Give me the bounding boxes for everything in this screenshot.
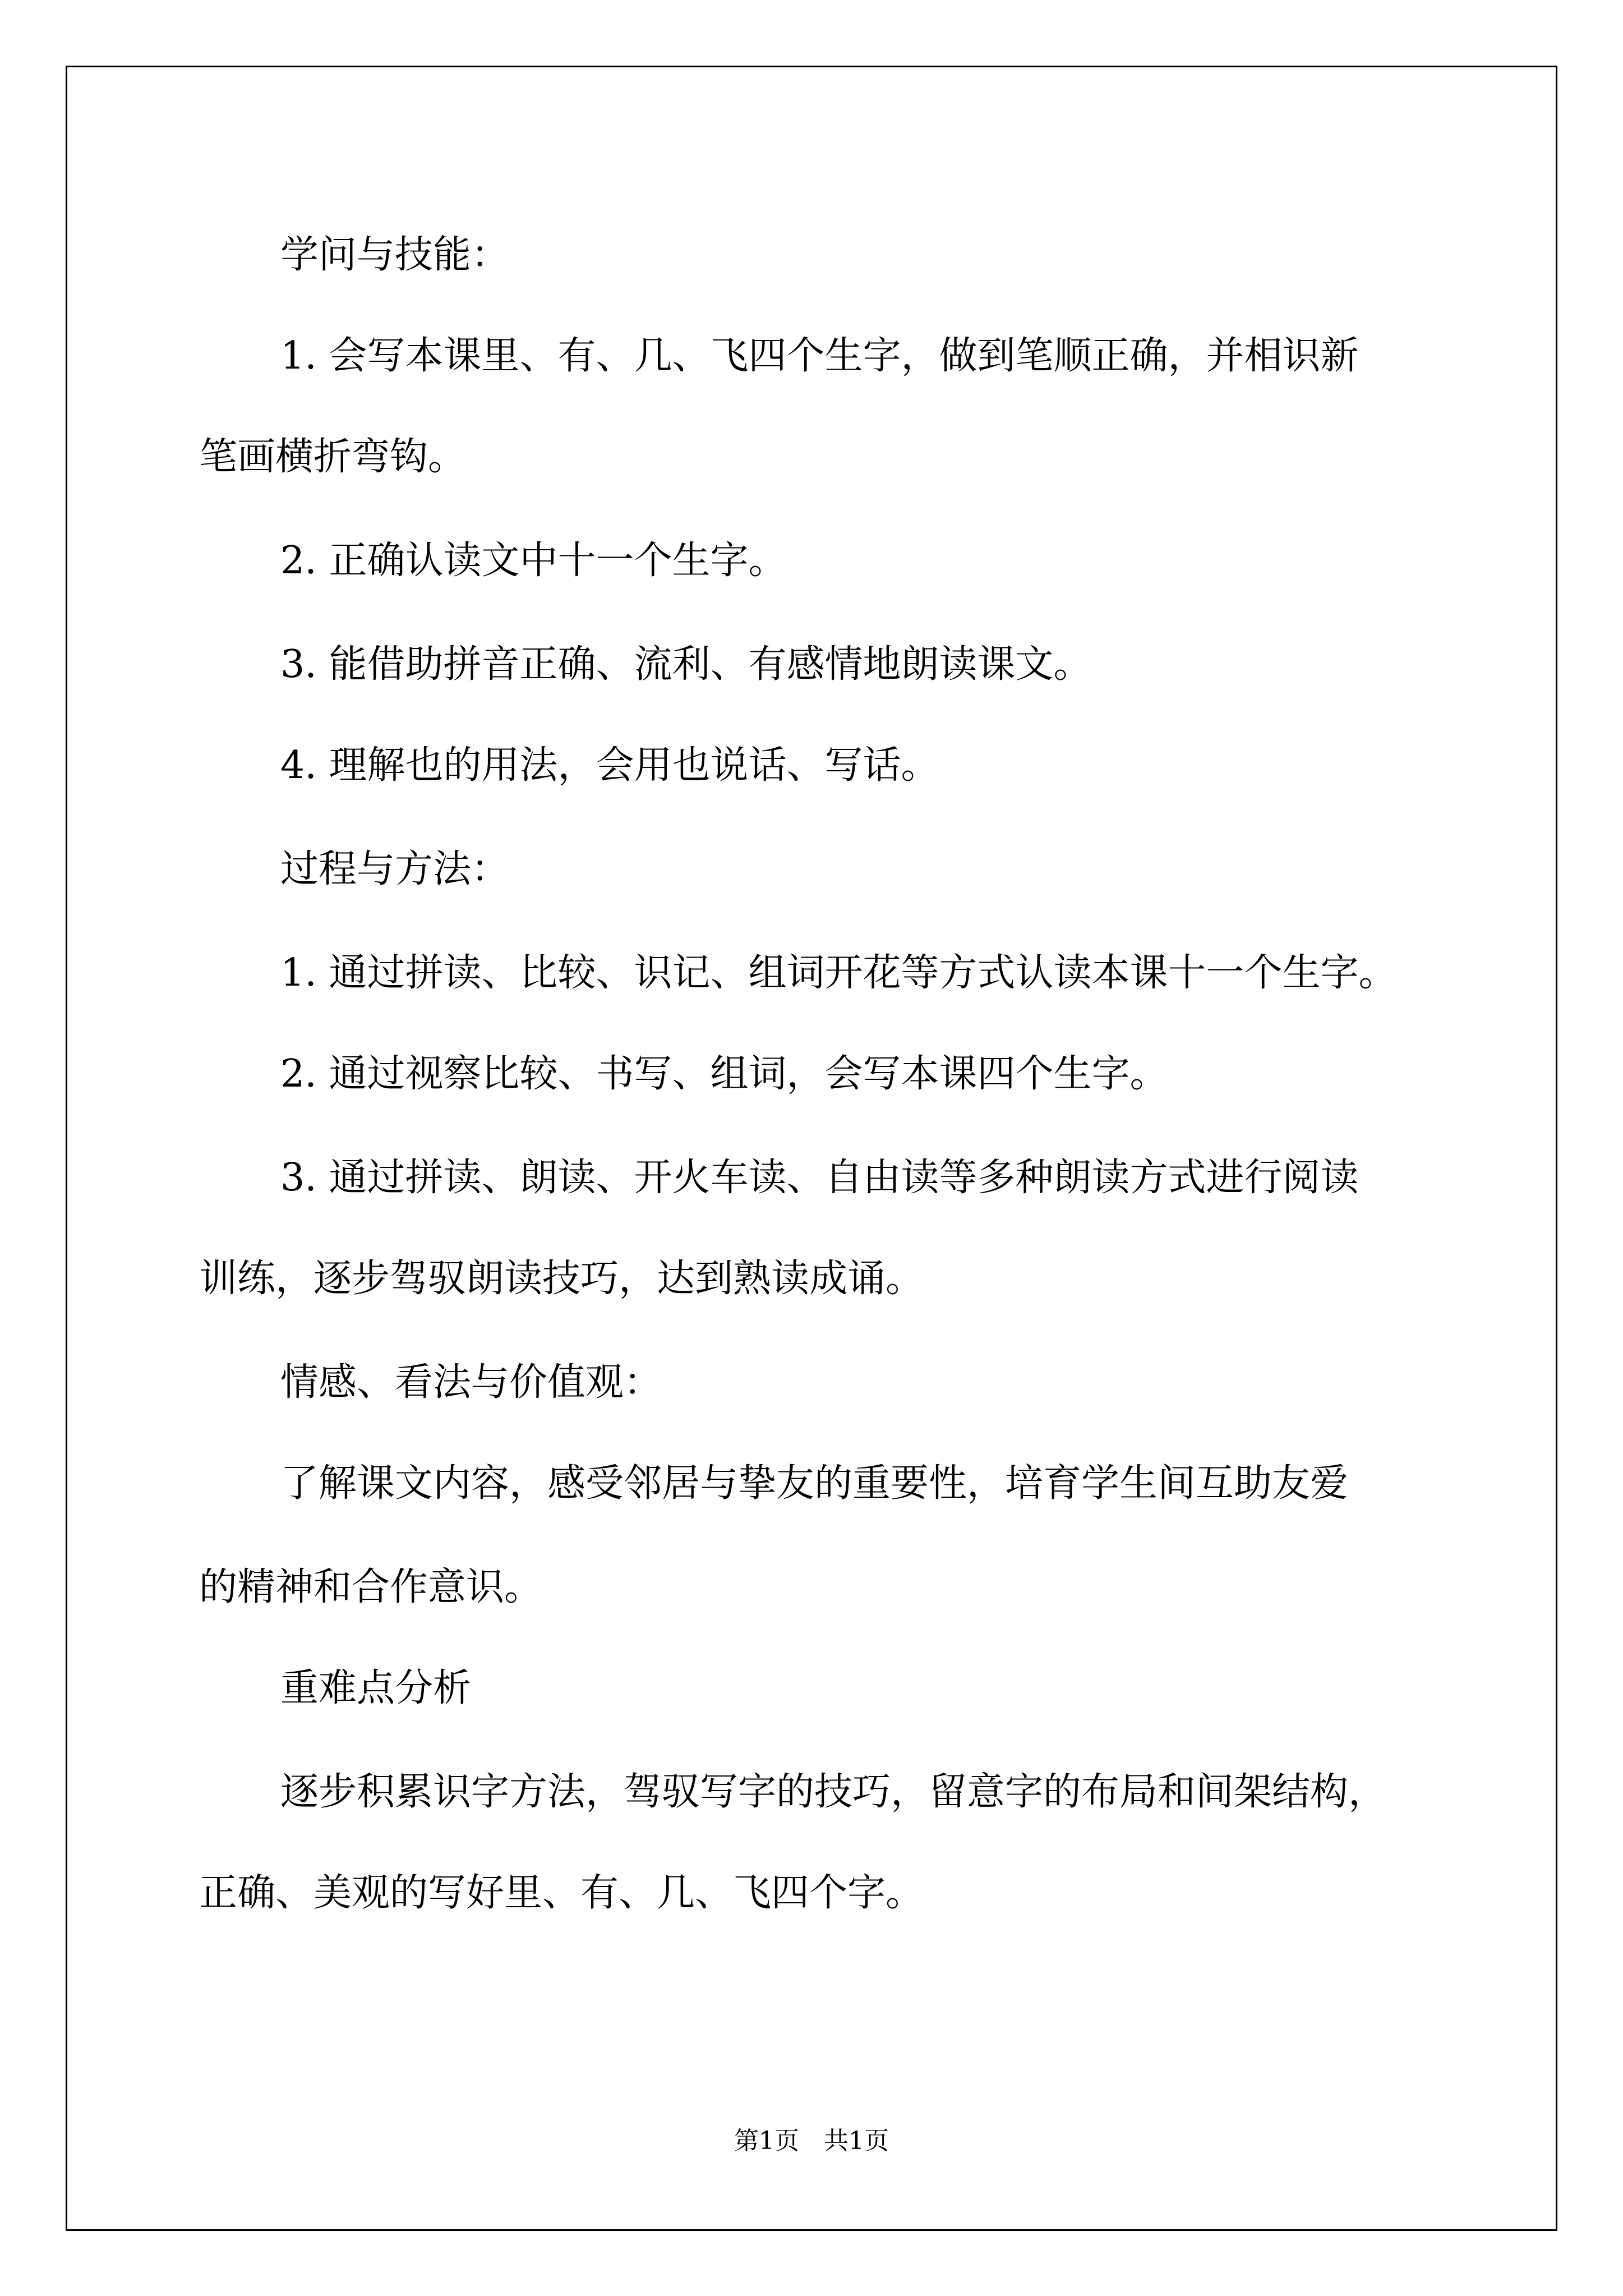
paragraph-line: 了解课文内容，感受邻居与挚友的重要性，培育学生间互助友爱 — [280, 1461, 1349, 1506]
section-heading-process: 过程与方法： — [280, 847, 510, 891]
paragraph-line: 正确、美观的写好里、有、几、飞四个字。 — [199, 1871, 924, 1915]
paragraph-line: 1. 会写本课里、有、几、飞四个生字，做到笔顺正确，并相识新 — [280, 334, 1359, 378]
page-footer: 第1页 共1页 — [734, 2127, 889, 2155]
section-heading-knowledge: 学问与技能： — [280, 233, 510, 277]
section-heading-emotion: 情感、看法与价值观： — [280, 1360, 662, 1405]
paragraph-line: 4. 理解也的用法，会用也说话、写话。 — [280, 743, 939, 788]
section-heading-difficulty: 重难点分析 — [280, 1666, 472, 1710]
paragraph-line: 3. 通过拼读、朗读、开火车读、自由读等多种朗读方式进行阅读 — [280, 1156, 1359, 1200]
paragraph-line: 2. 通过视察比较、书写、组词，会写本课四个生字。 — [280, 1052, 1168, 1096]
paragraph-line: 的精神和合作意识。 — [199, 1565, 543, 1609]
paragraph-line: 3. 能借助拼音正确、流利、有感情地朗读课文。 — [280, 642, 1092, 687]
paragraph-line: 逐步积累识字方法，驾驭写字的技巧，留意字的布局和间架结构， — [280, 1770, 1387, 1814]
paragraph-line: 2. 正确认读文中十一个生字。 — [280, 539, 787, 583]
paragraph-line: 训练，逐步驾驭朗读技巧，达到熟读成诵。 — [199, 1257, 924, 1301]
paragraph-line: 笔画横折弯钩。 — [199, 435, 467, 479]
paragraph-line: 1. 通过拼读、比较、识记、组词开花等方式认读本课十一个生字。 — [280, 951, 1397, 995]
